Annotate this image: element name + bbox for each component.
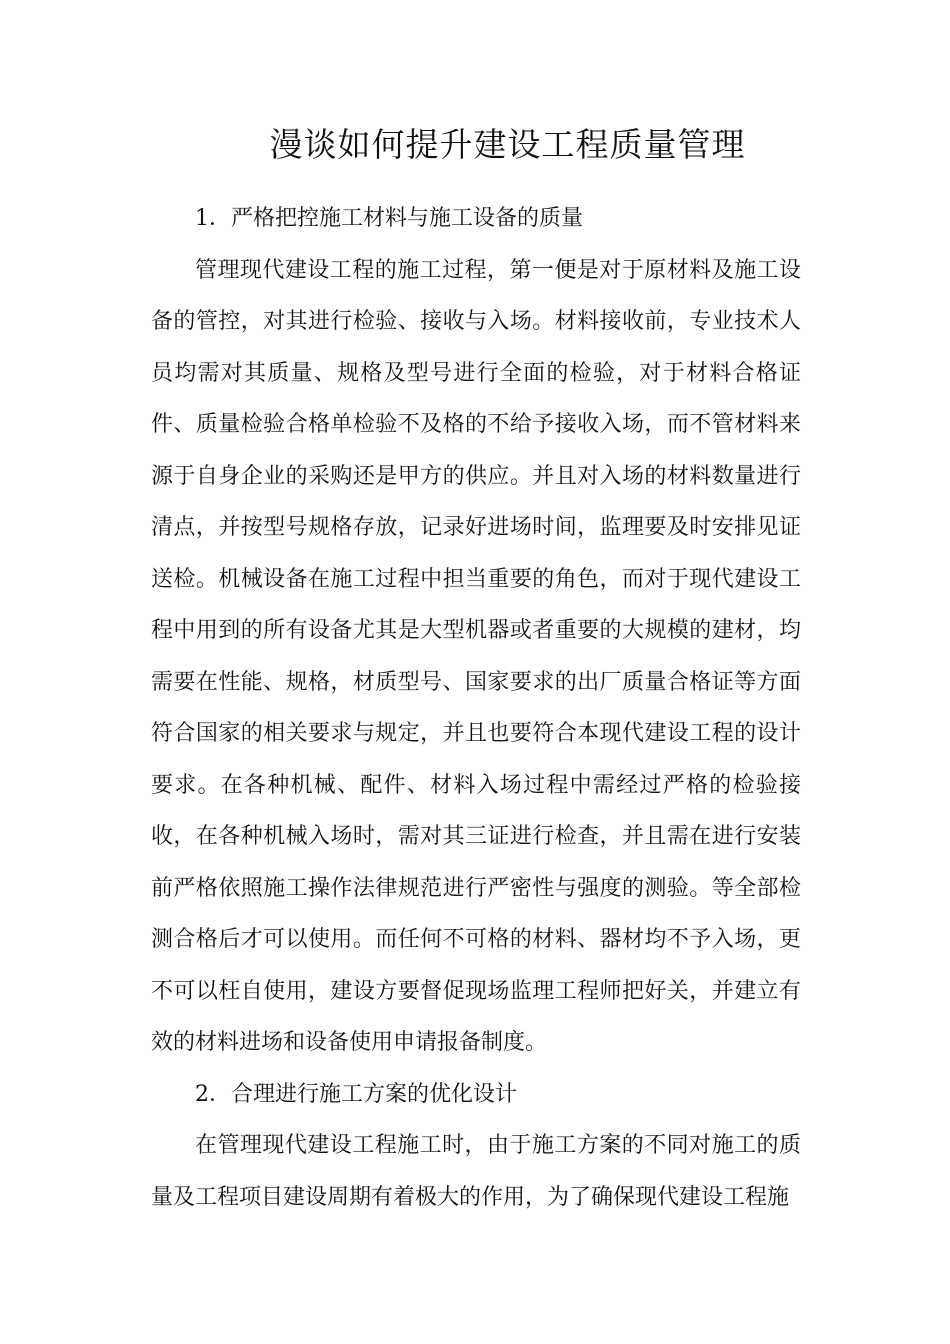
section-1-paragraph: 管理现代建设工程的施工过程，第一便是对于原材料及施工设备的管控，对其进行检验、接收与入场。材料接收前，专业技术人员均需对其质量、规格及型号进行全面的检验，对于材料合格证件、质量检验合格单检验不及格的不给予接收入场，而不管材料来源于自身企业的采购还是甲方的供应。并且对入场的材料数量进行清点，并按型号规格存放，记录好进场时间，监理要及时安排见证送检。机械设备在施工过程中担当重要的角色，而对于现代建设工程中用到的所有设备尤其是大型机器或者重要的大规模的建材，均需要在性能、规格，材质型号、国家要求的出厂质量合格证等方面符合国家的相关要求与规定，并且也要符合本现代建设工程的设计要求。在各种机械、配件、材料入场过程中需经过严格的检验接收，在各种机械入场时，需对其三证进行检查，并且需在进行安装前严格依照施工操作法律规范进行严密性与强度的测验。等全部检测合格后才可以使用。而任何不可格的材料、器材均不予入场，更不可以枉自使用，建设方要督促现场监理工程师把好关，并建立有效的材料进场和设备使用申请报备制度。 <box>151 257 801 1055</box>
section-heading-1: 1．严格把控施工材料与施工设备的质量 <box>195 206 583 231</box>
section-2-paragraph: 在管理现代建设工程施工时，由于施工方案的不同对施工的质量及工程项目建设周期有着极大的作用，为了确保现代建设工程施 <box>151 1133 801 1210</box>
section-heading-2: 2．合理进行施工方案的优化设计 <box>195 1081 517 1107</box>
document-title: 漫谈如何提升建设工程质量管理 <box>269 125 746 164</box>
document-body <box>151 193 801 1223</box>
